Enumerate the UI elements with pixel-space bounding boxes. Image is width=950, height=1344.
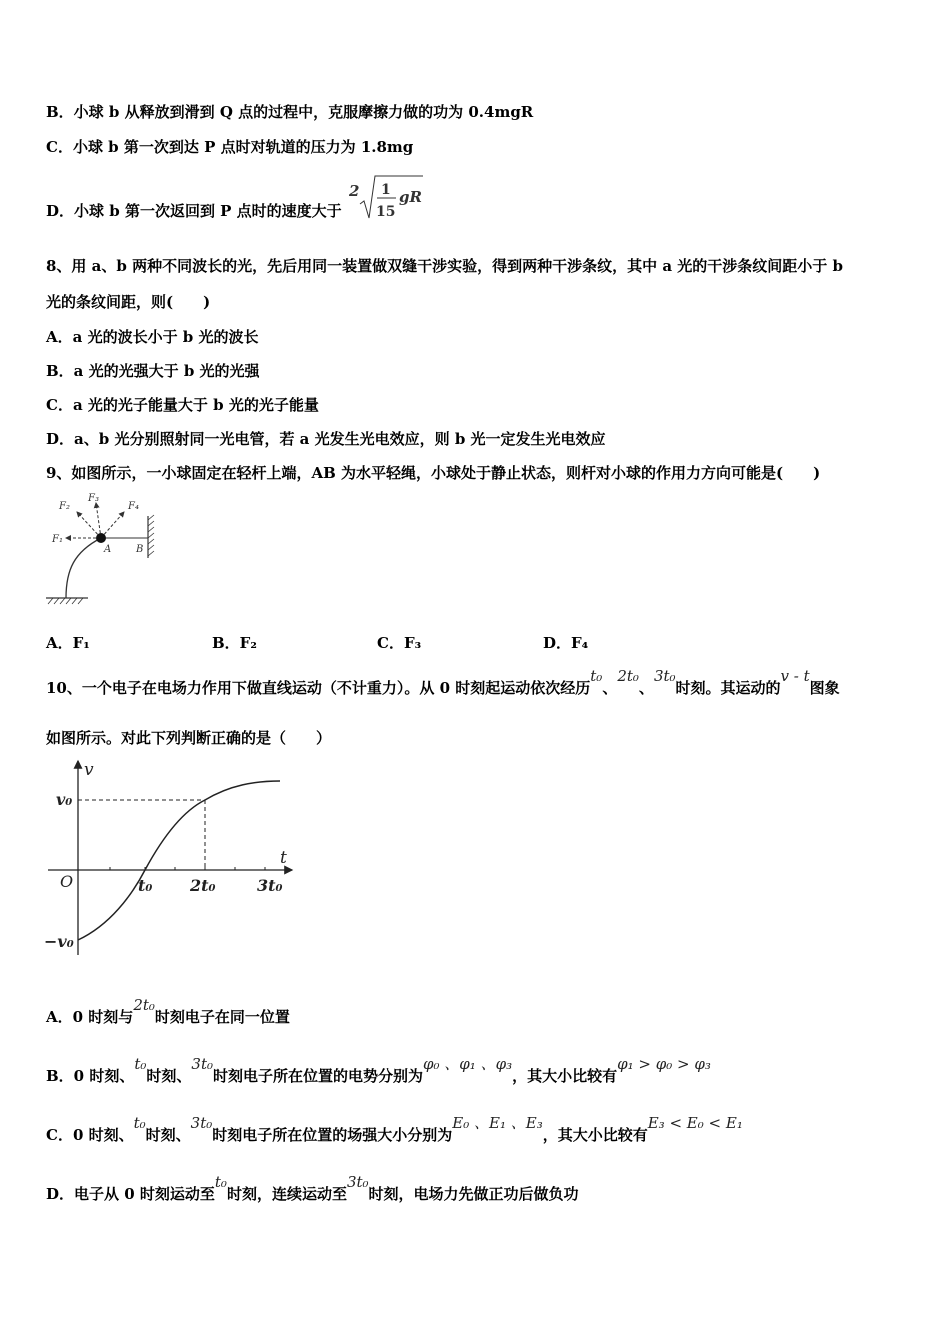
q10-vt: v - t [780,667,810,685]
q8-option-a: A．a 光的波长小于 b 光的波长 [46,328,259,346]
q10-t0: t₀ [590,667,603,685]
frac-num: 1 [380,182,391,198]
q10-b-phis: φ₀ 、φ₁ 、φ₃ [423,1055,513,1073]
q10-c-pre: C．0 时刻、 [46,1126,134,1144]
tick-3t0: 3t₀ [257,876,283,895]
label-f4: F₄ [128,501,139,512]
q10-c-mid2: 时刻电子所在位置的场强大小分别为 [212,1126,453,1144]
q10-b-mid2: 时刻电子所在位置的电势分别为 [213,1067,424,1085]
q10-2t0: 2t₀ [617,667,639,685]
q10-sep2: 、 [638,679,654,697]
v0-label: v₀ [56,790,73,809]
q7-option-b: B．小球 b 从释放到滑到 Q 点的过程中，克服摩擦力做的功为 0.4mgR [46,103,534,121]
q10-b-t0: t₀ [134,1055,147,1073]
q8-option-c: C．a 光的光子能量大于 b 光的光子能量 [46,396,319,414]
q10-c-t0: t₀ [133,1114,146,1132]
label-f3: F₃ [88,493,99,504]
frac-den: 15 [375,204,396,220]
q8-stem-line2: 光的条纹间距，则( ) [46,293,211,311]
sqrt-coef: 2 [348,182,360,200]
q7-option-d-text: D．小球 b 第一次返回到 P 点时的速度大于 [46,202,342,220]
q10-stem-line2: 如图所示。对此下列判断正确的是（ ） [46,729,332,747]
label-f2: F₂ [59,501,70,512]
q8-option-b: B．a 光的光强大于 b 光的光强 [46,362,260,380]
curved-rod [66,538,101,598]
origin-label: O [60,872,74,891]
q10-sep1: 、 [602,679,618,697]
q10-a-2t0: 2t₀ [133,996,155,1014]
t-axis-label: t [280,848,287,868]
q10-option-a [46,996,290,1027]
sqrt-formula [349,170,427,226]
q10-stem-a: 10、一个电子在电场力作用下做直线运动（不计重力）。从 0 时刻起运动依次经历 [46,679,591,697]
q9-option-d: D．F₄ [543,634,589,652]
q9-option-b: B．F₂ [212,634,257,652]
q10-option-c [46,1114,743,1145]
q10-b-rel: φ₁ > φ₀ > φ₃ [617,1055,711,1073]
q10-c-rel: E₃ < E₀ < E₁ [647,1114,743,1132]
q7-option-d [46,182,425,221]
q7-option-c: C．小球 b 第一次到达 P 点时对轨道的压力为 1.8mg [46,138,414,156]
v-axis-label: v [84,760,94,780]
q10-b-mid1: 时刻、 [146,1067,192,1085]
q10-d-post: 时刻，电场力先做正功后做负功 [368,1185,579,1203]
q10-d-3t0: 3t₀ [346,1173,369,1191]
vt-curve [78,781,280,940]
q8-stem-line1: 8、用 a、b 两种不同波长的光，先后用同一装置做双缝干涉实验，得到两种干涉条纹，其中 a 光的干涉条纹间距小于 b [46,257,843,275]
q10-c-mid3: ，其大小比较有 [542,1126,648,1144]
q8-option-d: D．a、b 光分别照射同一光电管，若 a 光发生光电效应，则 b 光一定发生光电效应 [46,430,606,448]
q10-option-b [46,1055,711,1086]
q10-d-t0: t₀ [214,1173,227,1191]
q10-3t0: 3t₀ [653,667,676,685]
sqrt-tail: gR [398,188,422,206]
q10-stem-line1 [46,667,840,698]
q9-stem: 9、如图所示，一小球固定在轻杆上端，AB 为水平轻绳，小球处于静止状态，则杆对小球的作用力方向可能是( ) [46,464,821,482]
label-b: B [136,544,144,555]
q10-a-pre: A．0 时刻与 [46,1008,134,1026]
q9-option-a: A．F₁ [46,634,90,652]
q10-c-3t0: 3t₀ [190,1114,213,1132]
label-f1: F₁ [52,534,63,545]
q10-b-pre: B．0 时刻、 [46,1067,135,1085]
label-a: A [104,544,112,555]
vt-graph [40,755,300,965]
q10-b-3t0: 3t₀ [191,1055,213,1073]
q10-d-mid: 时刻，连续运动至 [226,1185,347,1203]
force-f4-arrow [101,512,124,538]
q10-b-mid3: ，其大小比较有 [512,1067,618,1085]
ball [96,533,106,543]
q10-stem-c: 图象 [809,679,840,697]
q10-c-es: E₀ 、E₁ 、E₃ [452,1114,543,1132]
q10-stem-b: 时刻。其运动的 [675,679,781,697]
q10-a-post: 时刻电子在同一位置 [154,1008,290,1026]
q10-option-d [46,1173,579,1204]
q9-figure [44,490,174,610]
q10-d-pre: D．电子从 0 时刻运动至 [46,1185,215,1203]
neg-v0-label: −v₀ [44,932,74,951]
tick-2t0: 2t₀ [190,876,216,895]
tick-t0: t₀ [138,876,153,895]
q9-option-c: C．F₃ [377,634,422,652]
q10-c-mid1: 时刻、 [145,1126,191,1144]
q7-option-d-formula [347,182,425,220]
